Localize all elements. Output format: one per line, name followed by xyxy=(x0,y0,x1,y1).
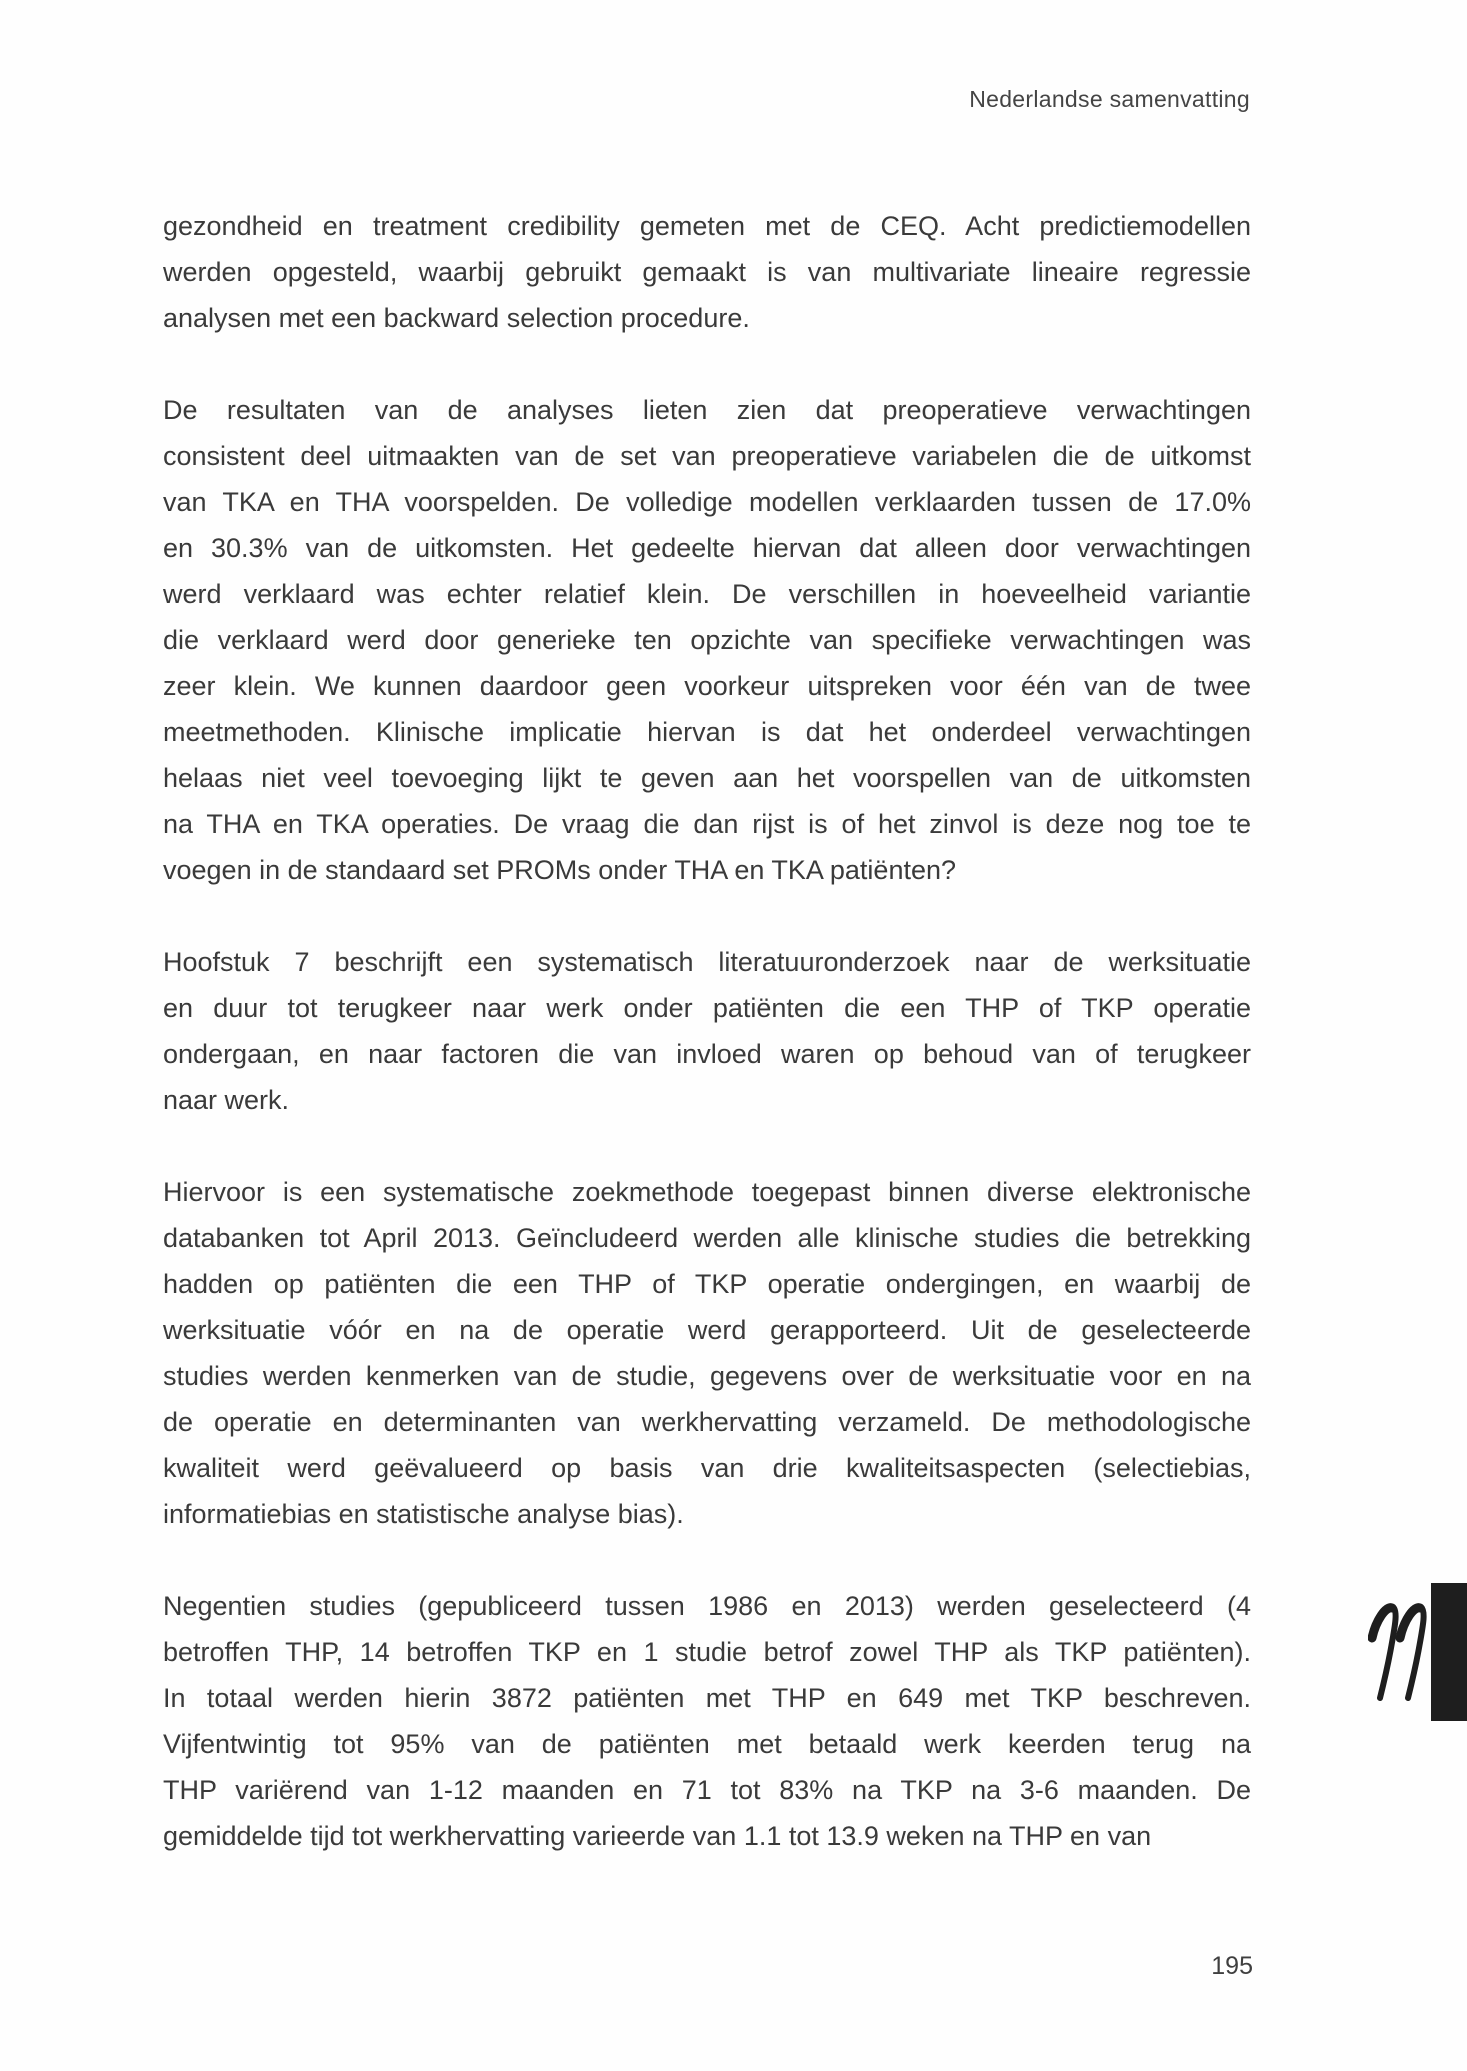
paragraph xyxy=(163,203,1251,341)
text-line: analysen met een backward selection procedure. xyxy=(163,303,750,333)
text-line: THP variërend van 1-12 maanden en 71 tot 83% na TKP na 3-6 maanden. De xyxy=(163,1775,1251,1805)
text-line: werksituatie vóór en na de operatie werd gerapporteerd. Uit de geselecteerde xyxy=(163,1315,1251,1345)
paragraph xyxy=(163,1583,1251,1859)
text-line: ondergaan, en naar factoren die van invloed waren op behoud van of terugkeer xyxy=(163,1039,1251,1069)
text-line: en duur tot terugkeer naar werk onder patiënten die een THP of TKP operatie xyxy=(163,993,1251,1023)
text-line: werd verklaard was echter relatief klein. De verschillen in hoeveelheid variantie xyxy=(163,579,1251,609)
text-line: databanken tot April 2013. Geïncludeerd werden alle klinische studies die betrekking xyxy=(163,1223,1251,1253)
text-line: helaas niet veel toevoeging lijkt te geven aan het voorspellen van de uitkomsten xyxy=(163,763,1251,793)
text-line: informatiebias en statistische analyse bias). xyxy=(163,1499,684,1529)
text-line: De resultaten van de analyses lieten zien dat preoperatieve verwachtingen xyxy=(163,395,1251,425)
text-line: voegen in de standaard set PROMs onder THA en TKA patiënten? xyxy=(163,855,957,885)
page-number: 195 xyxy=(1211,1952,1253,1980)
text-line: consistent deel uitmaakten van de set van preoperatieve variabelen die de uitkomst xyxy=(163,441,1251,471)
paragraph xyxy=(163,1169,1251,1537)
body-text xyxy=(163,203,1251,1859)
text-line: Vijfentwintig tot 95% van de patiënten met betaald werk keerden terug na xyxy=(163,1729,1251,1759)
text-line: en 30.3% van de uitkomsten. Het gedeelte hiervan dat alleen door verwachtingen xyxy=(163,533,1251,563)
chapter-tab xyxy=(1431,1583,1467,1721)
text-line: werden opgesteld, waarbij gebruikt gemaakt is van multivariate lineaire regressie xyxy=(163,257,1251,287)
text-line: Hoofstuk 7 beschrijft een systematisch literatuuronderzoek naar de werksituatie xyxy=(163,947,1251,977)
text-line: studies werden kenmerken van de studie, gegevens over de werksituatie voor en na xyxy=(163,1361,1251,1391)
text-line: gemiddelde tijd tot werkhervatting varieerde van 1.1 tot 13.9 weken na THP en van xyxy=(163,1821,1152,1851)
text-line: Negentien studies (gepubliceerd tussen 1986 en 2013) werden geselecteerd (4 xyxy=(163,1591,1251,1621)
text-line: meetmethoden. Klinische implicatie hiervan is dat het onderdeel verwachtingen xyxy=(163,717,1251,747)
text-line: zeer klein. We kunnen daardoor geen voorkeur uitspreken voor één van de twee xyxy=(163,671,1251,701)
paragraph xyxy=(163,387,1251,893)
text-line: hadden op patiënten die een THP of TKP operatie ondergingen, en waarbij de xyxy=(163,1269,1251,1299)
text-line: van TKA en THA voorspelden. De volledige modellen verklaarden tussen de 17.0% xyxy=(163,487,1251,517)
text-line: na THA en TKA operaties. De vraag die dan rijst is of het zinvol is deze nog toe te xyxy=(163,809,1251,839)
text-line: die verklaard werd door generieke ten opzichte van specifieke verwachtingen was xyxy=(163,625,1251,655)
text-line: In totaal werden hierin 3872 patiënten met THP en 649 met TKP beschreven. xyxy=(163,1683,1251,1713)
paragraph xyxy=(163,939,1251,1123)
text-line: betroffen THP, 14 betroffen TKP en 1 studie betrof zowel THP als TKP patiënten). xyxy=(163,1637,1251,1667)
running-header: Nederlandse samenvatting xyxy=(969,86,1250,112)
text-line: Hiervoor is een systematische zoekmethode toegepast binnen diverse elektronische xyxy=(163,1177,1251,1207)
text-line: de operatie en determinanten van werkhervatting verzameld. De methodologische xyxy=(163,1407,1251,1437)
text-line: gezondheid en treatment credibility gemeten met de CEQ. Acht predictiemodellen xyxy=(163,211,1251,241)
text-line: naar werk. xyxy=(163,1085,290,1115)
chapter-number-icon xyxy=(1368,1598,1432,1708)
text-line: kwaliteit werd geëvalueerd op basis van drie kwaliteitsaspecten (selectiebias, xyxy=(163,1453,1251,1483)
